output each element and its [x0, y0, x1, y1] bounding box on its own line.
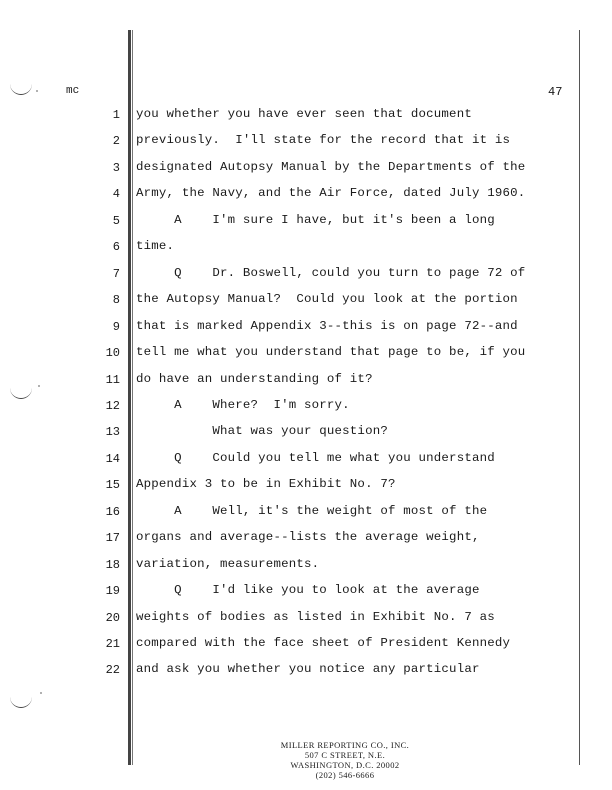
line-number: 20: [105, 611, 120, 625]
scan-speck: [40, 692, 42, 694]
transcript-line: and ask you whether you notice any particular: [136, 662, 480, 676]
line-number: 15: [105, 478, 120, 492]
transcript-line: weights of bodies as listed in Exhibit No. 7 as: [136, 610, 495, 624]
line-number: 10: [105, 346, 120, 360]
line-number: 21: [105, 637, 120, 651]
transcript-line: Q I'd like you to look at the average: [136, 583, 480, 597]
line-number: 16: [105, 505, 120, 519]
transcript-line: Appendix 3 to be in Exhibit No. 7?: [136, 477, 396, 491]
line-number: 14: [105, 452, 120, 466]
footer-company: MILLER REPORTING CO., INC.: [280, 740, 410, 750]
left-margin-rule-inner: [132, 30, 133, 765]
line-number: 9: [112, 320, 120, 334]
line-number: 2: [112, 134, 120, 148]
transcript-line: previously. I'll state for the record that it is: [136, 133, 511, 147]
line-number: 19: [105, 584, 120, 598]
transcript-line: Q Could you tell me what you understand: [136, 451, 495, 465]
transcript-line: A I'm sure I have, but it's been a long: [136, 213, 495, 227]
transcript-line: time.: [136, 239, 175, 253]
line-number: 13: [105, 425, 120, 439]
line-number: 18: [105, 558, 120, 572]
transcript-line: Q Dr. Boswell, could you turn to page 72 of: [136, 266, 526, 280]
footer-city: WASHINGTON, D.C. 20002: [290, 760, 400, 770]
line-number: 22: [105, 663, 120, 677]
right-margin-rule: [579, 30, 580, 765]
punch-hole-mark: [10, 84, 32, 95]
transcript-line: compared with the face sheet of President Kennedy: [136, 636, 511, 650]
line-number: 11: [105, 373, 120, 387]
footer-phone: (202) 546-6666: [315, 770, 375, 780]
left-margin-rule: [128, 30, 131, 765]
line-number: 5: [112, 214, 120, 228]
line-number: 3: [112, 161, 120, 175]
transcript-line: tell me what you understand that page to be, if you: [136, 345, 526, 359]
reporter-footer: [240, 740, 450, 780]
footer-street: 507 C STREET, N.E.: [304, 750, 386, 760]
transcript-line: you whether you have ever seen that document: [136, 107, 472, 121]
line-number: 8: [112, 293, 120, 307]
scan-speck: [36, 90, 38, 92]
transcript-line: organs and average--lists the average weight,: [136, 530, 480, 544]
transcript-line: designated Autopsy Manual by the Departments of the: [136, 160, 526, 174]
line-number: 17: [105, 531, 120, 545]
transcript-line: What was your question?: [136, 424, 388, 438]
line-number: 6: [112, 240, 120, 254]
reporter-initials: mc: [66, 85, 80, 97]
transcript-line: A Well, it's the weight of most of the: [136, 504, 488, 518]
transcript-line: do have an understanding of it?: [136, 372, 373, 386]
page-number: 47: [548, 85, 563, 99]
line-number: 4: [112, 187, 120, 201]
line-number: 12: [105, 399, 120, 413]
transcript-line: Army, the Navy, and the Air Force, dated July 1960.: [136, 186, 526, 200]
transcript-line: variation, measurements.: [136, 557, 320, 571]
scan-speck: [38, 385, 40, 387]
line-number: 7: [112, 267, 120, 281]
punch-hole-mark: [10, 697, 32, 708]
transcript-line: the Autopsy Manual? Could you look at the portion: [136, 292, 518, 306]
transcript-line: that is marked Appendix 3--this is on page 72--and: [136, 319, 518, 333]
punch-hole-mark: [10, 388, 32, 399]
line-number: 1: [112, 108, 120, 122]
transcript-line: A Where? I'm sorry.: [136, 398, 350, 412]
